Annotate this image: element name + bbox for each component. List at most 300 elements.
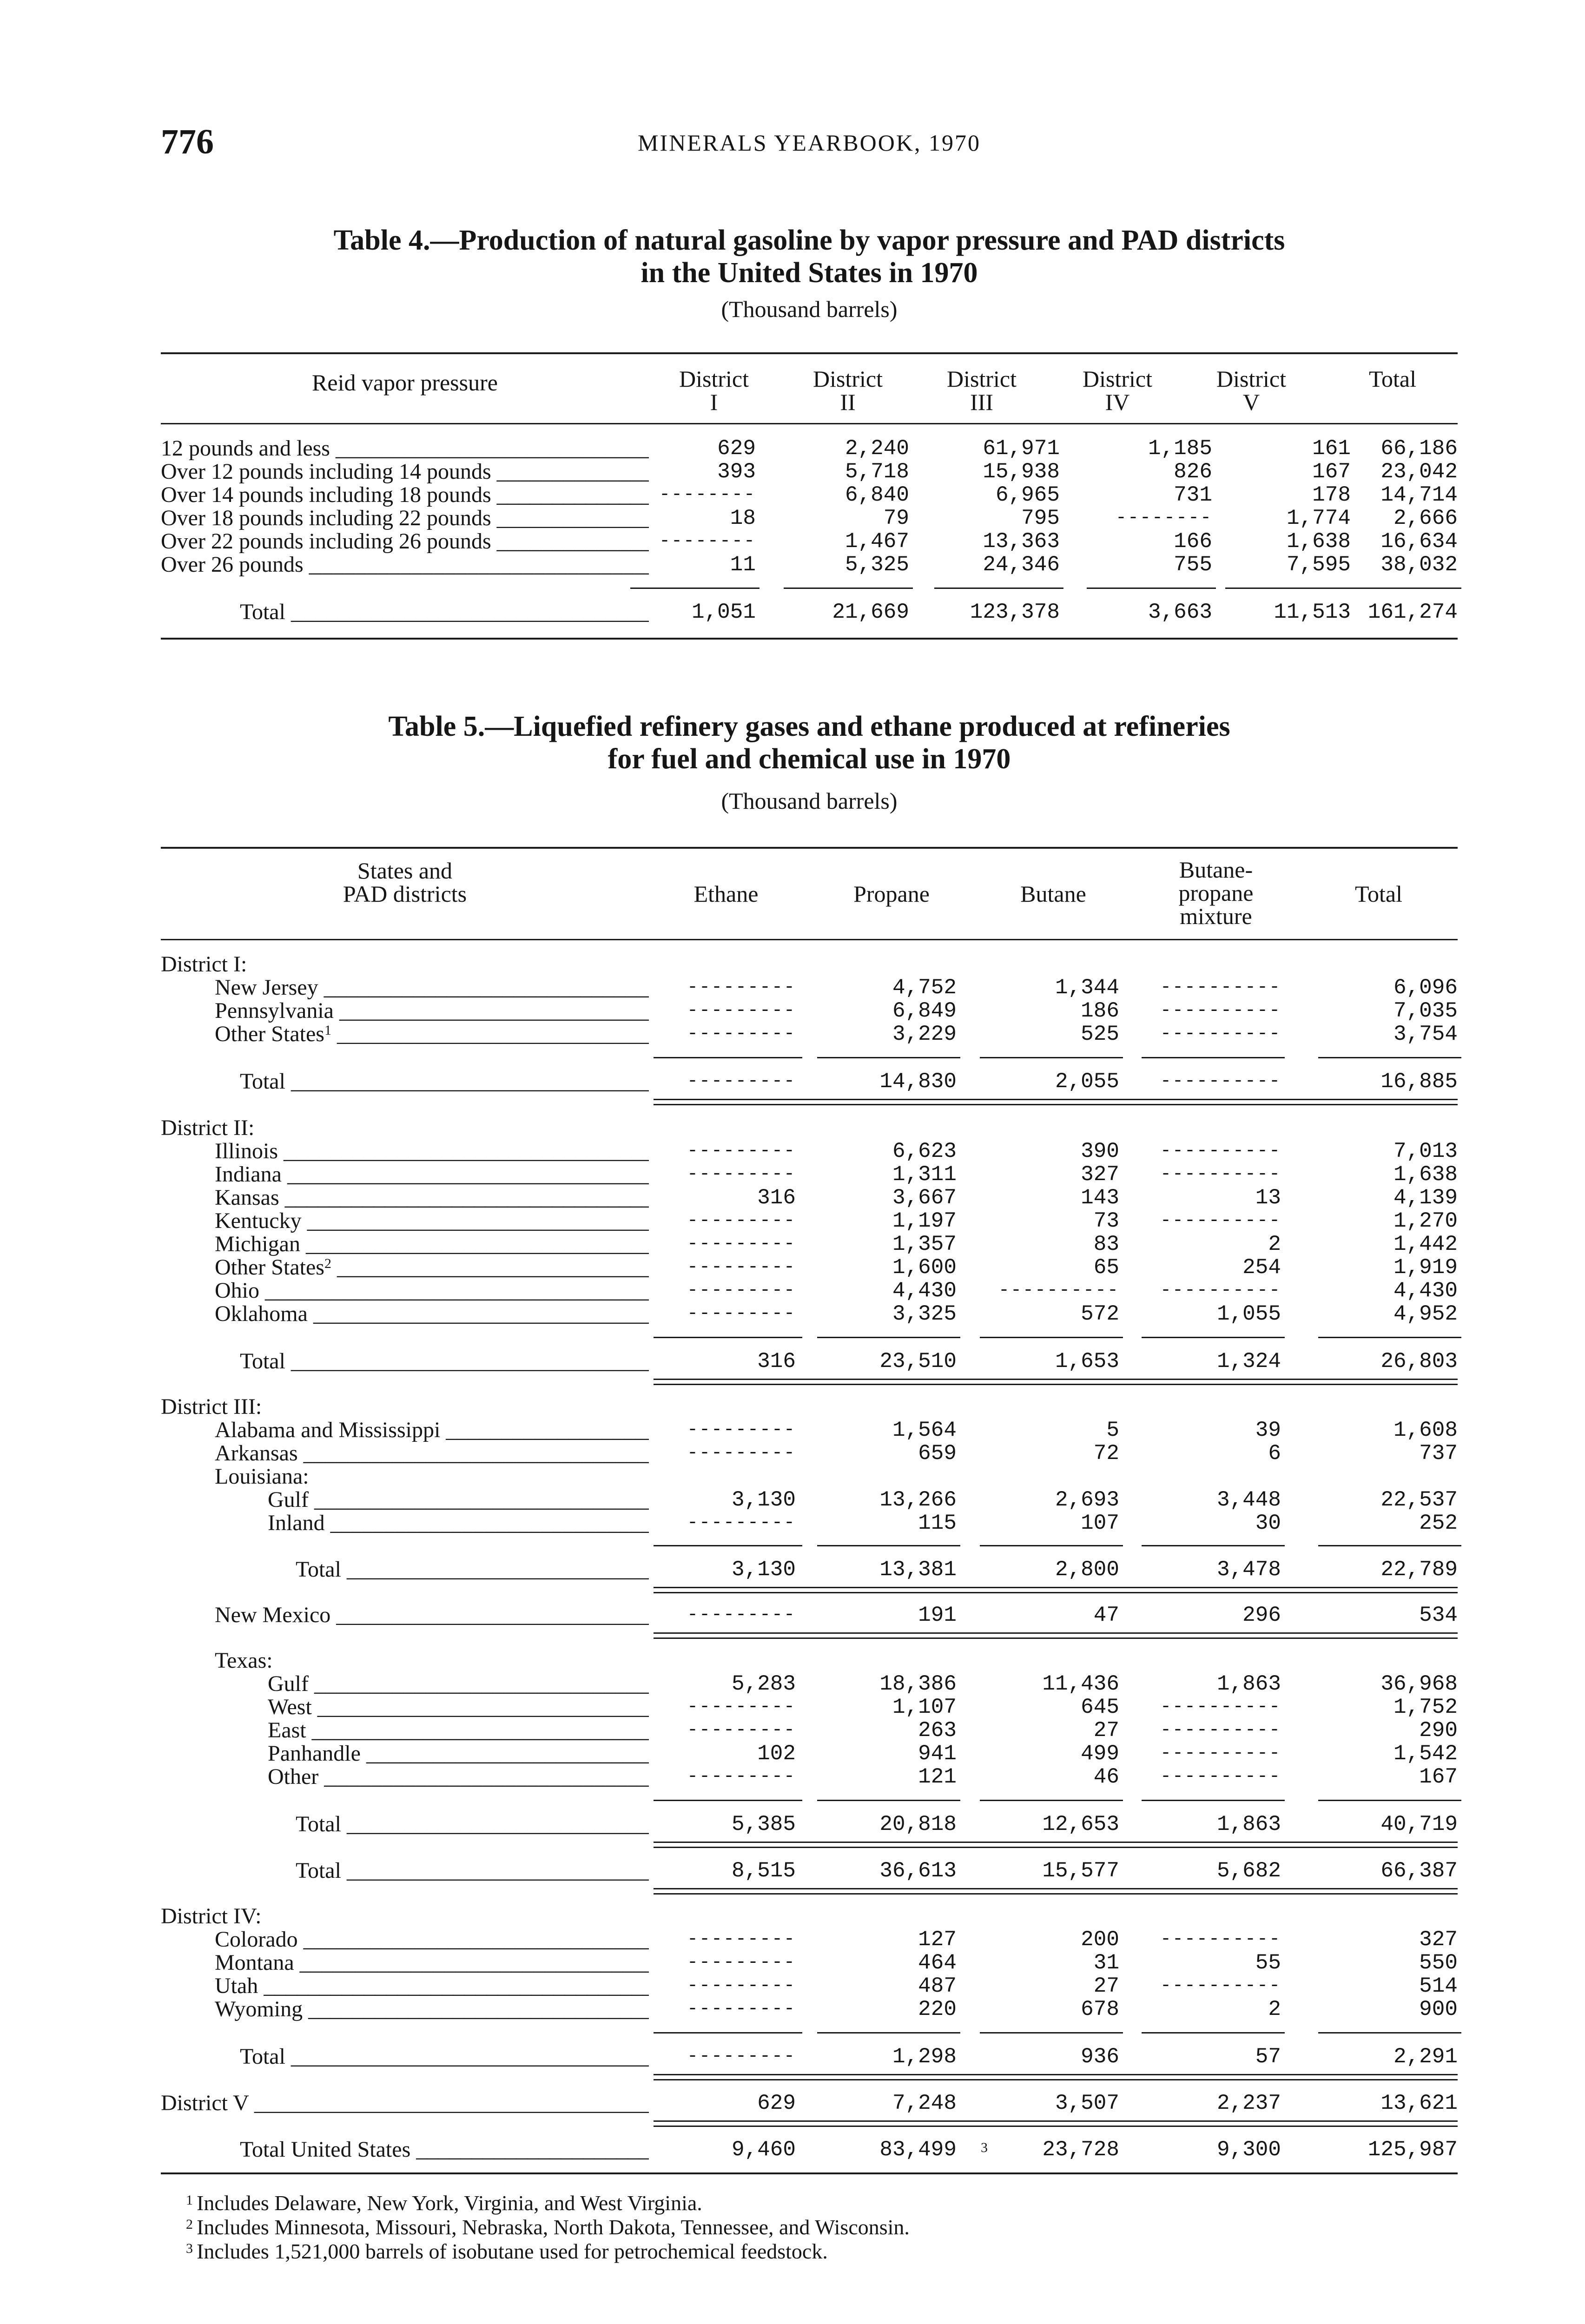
table5-row-label: Indiana _____ bbox=[215, 1163, 649, 1186]
table4-bottom-rule bbox=[161, 638, 1458, 640]
table5-bottom-rule bbox=[161, 2172, 1458, 2174]
table5-cell: 121 bbox=[918, 1765, 957, 1789]
table5-row-label: Total _____ bbox=[296, 1813, 649, 1836]
table4-col-header-1-line2: I bbox=[710, 389, 718, 415]
table5-row-label: Pennsylvania _____ bbox=[215, 999, 649, 1023]
table5-cell: 5,283 bbox=[731, 1672, 796, 1696]
table5-cell: 499 bbox=[1081, 1742, 1119, 1766]
footnote-2: $^2$ Includes Minnesota, Missouri, Nebraska, North Dakota, Tennessee, and Wisconsin. bbox=[186, 2215, 910, 2239]
table5-cell: 1,197 bbox=[892, 1209, 957, 1233]
table4-cell: 1,638 bbox=[1286, 529, 1351, 554]
table4-row-label: Over 18 pounds including 22 pounds _____ bbox=[161, 507, 649, 530]
table4-total-cell: 1,051 bbox=[691, 600, 756, 624]
table5-double-rule bbox=[654, 2120, 1458, 2127]
table4-cell: -------- bbox=[1115, 508, 1212, 528]
table4-top-rule bbox=[161, 352, 1458, 354]
table5-cell: --------- bbox=[687, 1512, 796, 1533]
table5-row-label: Other States$^2$ _____ bbox=[215, 1256, 649, 1279]
table5-cell: 4,430 bbox=[1393, 1279, 1458, 1303]
table5-subtotal-rule bbox=[1142, 1057, 1285, 1058]
table5-cell: --------- bbox=[687, 1210, 796, 1231]
table5-cell: --------- bbox=[687, 1234, 796, 1254]
table5-cell: 39 bbox=[1255, 1418, 1281, 1442]
table5-col-total: Total bbox=[1354, 881, 1403, 907]
table5-row-label: Other _____ bbox=[268, 1765, 649, 1789]
table5-cell: --------- bbox=[687, 1257, 796, 1278]
table5-cell: 3,325 bbox=[892, 1302, 957, 1326]
table5-cell: 14,830 bbox=[879, 1070, 957, 1094]
table4-cell: -------- bbox=[659, 531, 756, 552]
table5-cell: 125,987 bbox=[1367, 2138, 1458, 2162]
table4-cell: 161 bbox=[1312, 436, 1351, 461]
table5-cell: 9,300 bbox=[1216, 2138, 1281, 2162]
table5-cell: --------- bbox=[687, 1975, 796, 1996]
table5-cell: ---------- bbox=[1160, 977, 1281, 998]
table5-cell: 550 bbox=[1419, 1951, 1458, 1975]
table5-col-mixture-line1: Butane- bbox=[1179, 857, 1253, 883]
table5-cell: 107 bbox=[1081, 1511, 1119, 1535]
table5-subtotal-rule bbox=[654, 1337, 802, 1338]
table5-cell: 252 bbox=[1419, 1511, 1458, 1535]
table5-cell: 659 bbox=[918, 1441, 957, 1466]
footnote-3: $^3$ Includes 1,521,000 barrels of isobutane used for petrochemical feedstock. bbox=[186, 2239, 828, 2263]
table5-title-line1: Table 5.—Liquefied refinery gases and ethane produced at refineries bbox=[388, 711, 1230, 742]
table5-cell: 3,667 bbox=[892, 1186, 957, 1210]
table5-row-label: Total _____ bbox=[296, 1558, 649, 1581]
table4-cell: 795 bbox=[1021, 506, 1060, 530]
table4-cell: 731 bbox=[1174, 483, 1212, 507]
table5-cell: ---------- bbox=[1160, 1975, 1281, 1996]
table5-cell: 27 bbox=[1093, 1718, 1119, 1743]
table5-cell: 316 bbox=[757, 1349, 796, 1373]
table4-col-header-3-line2: III bbox=[970, 389, 993, 415]
table5-cell: 1,298 bbox=[892, 2045, 957, 2069]
table5-cell: 46 bbox=[1093, 1765, 1119, 1789]
table5-cell: 22,789 bbox=[1380, 1558, 1458, 1582]
table5-cell: --------- bbox=[687, 977, 796, 998]
table5-row-label: Other States$^1$ _____ bbox=[215, 1023, 649, 1046]
table4-total-rule bbox=[784, 588, 913, 589]
table5-row-label: New Mexico _____ bbox=[215, 1604, 649, 1627]
table5-cell: 27 bbox=[1093, 1974, 1119, 1998]
table5-cell: 36,613 bbox=[879, 1859, 957, 1883]
table5-cell: 1,863 bbox=[1216, 1672, 1281, 1696]
table5-cell: 3,229 bbox=[892, 1022, 957, 1046]
table5-cell: ---------- bbox=[1160, 1210, 1281, 1231]
table5-stub-header-line1: States and bbox=[357, 858, 453, 884]
table5-cell: 1,752 bbox=[1393, 1695, 1458, 1719]
table4-cell: 629 bbox=[717, 436, 756, 461]
table5-cell: 290 bbox=[1419, 1718, 1458, 1743]
table4-col-header-2-line1: District bbox=[813, 366, 883, 392]
table4-cell: 61,971 bbox=[983, 436, 1060, 461]
table5-cell: --------- bbox=[687, 1071, 796, 1092]
table5-subtotal-rule bbox=[980, 1545, 1123, 1546]
table5-cell: ---------- bbox=[1160, 1141, 1281, 1162]
table5-cell: ---------- bbox=[1160, 1023, 1281, 1044]
table5-subtotal-rule bbox=[654, 1057, 802, 1058]
table5-subtotal-rule bbox=[1318, 2032, 1461, 2034]
table4-cell: 15,938 bbox=[983, 460, 1060, 484]
table4-cell: 6,965 bbox=[995, 483, 1060, 507]
table5-row-label: West _____ bbox=[268, 1696, 649, 1719]
table5-cell: 1,919 bbox=[1393, 1255, 1458, 1280]
table5-cell: 327 bbox=[1419, 1928, 1458, 1952]
table5-cell: 316 bbox=[757, 1186, 796, 1210]
table4-total-cell: 11,513 bbox=[1274, 600, 1351, 624]
table5-units: (Thousand barrels) bbox=[721, 788, 898, 814]
table4-row-label: Over 14 pounds including 18 pounds _____ bbox=[161, 483, 649, 507]
table5-top-rule bbox=[161, 847, 1458, 849]
table4-cell: 23,042 bbox=[1380, 460, 1458, 484]
table5-cell: 327 bbox=[1081, 1162, 1119, 1187]
table4-total-rule bbox=[1087, 588, 1216, 589]
table4 bbox=[161, 352, 1458, 654]
table5-cell: 3,448 bbox=[1216, 1488, 1281, 1512]
table4-total-label: Total _____ bbox=[240, 601, 649, 624]
table5-cell: 645 bbox=[1081, 1695, 1119, 1719]
table5-subtotal-rule bbox=[817, 2032, 960, 2034]
table5-cell: 5,682 bbox=[1216, 1859, 1281, 1883]
table5-cell: 220 bbox=[918, 1997, 957, 2021]
table4-col-header-4-line1: District bbox=[1083, 366, 1152, 392]
table4-cell: 1,774 bbox=[1286, 506, 1351, 530]
table5-cell: 4,952 bbox=[1393, 1302, 1458, 1326]
table5-cell: 629 bbox=[757, 2091, 796, 2115]
table5-subtotal-rule bbox=[980, 1337, 1123, 1338]
table4-row-label: Over 26 pounds _____ bbox=[161, 553, 649, 576]
table5-cell: 2,800 bbox=[1055, 1558, 1119, 1582]
table5-cell: 1,638 bbox=[1393, 1162, 1458, 1187]
table4-stub-header: Reid vapor pressure bbox=[312, 370, 498, 396]
table5-cell: 2,693 bbox=[1055, 1488, 1119, 1512]
table5-subtotal-rule bbox=[817, 1337, 960, 1338]
table5-row-label: Gulf _____ bbox=[268, 1672, 649, 1696]
table5-row-label: Texas: bbox=[215, 1648, 273, 1673]
table5-cell: 941 bbox=[918, 1742, 957, 1766]
table4-cell: 166 bbox=[1174, 529, 1212, 554]
table4-cell: 13,363 bbox=[983, 529, 1060, 554]
table5-cell: 36,968 bbox=[1380, 1672, 1458, 1696]
table5-cell: 254 bbox=[1242, 1255, 1281, 1280]
table5-row-label: Illinois _____ bbox=[215, 1140, 649, 1163]
table5-row-label: Inland _____ bbox=[268, 1512, 649, 1535]
table5-cell: 13 bbox=[1255, 1186, 1281, 1210]
table5-cell: 1,542 bbox=[1393, 1742, 1458, 1766]
table5-subtotal-rule bbox=[1318, 1800, 1461, 1801]
table5-cell: ---------- bbox=[1160, 1697, 1281, 1717]
table5-cell: 678 bbox=[1081, 1997, 1119, 2021]
table5-cell: 3,507 bbox=[1055, 2091, 1119, 2115]
table5-cell: 57 bbox=[1255, 2045, 1281, 2069]
table5-cell: 525 bbox=[1081, 1022, 1119, 1046]
table4-row-label: Over 22 pounds including 26 pounds _____ bbox=[161, 530, 649, 553]
table5-cell: 5,385 bbox=[731, 1812, 796, 1836]
table5-cell: 7,248 bbox=[892, 2091, 957, 2115]
table5-cell: 13,381 bbox=[879, 1558, 957, 1582]
table5-cell: ---------- bbox=[1160, 1071, 1281, 1092]
table5-subtotal-rule bbox=[980, 1057, 1123, 1058]
table5-cell: 737 bbox=[1419, 1441, 1458, 1466]
table5-stub-header-line2: PAD districts bbox=[343, 881, 467, 907]
table5-subtotal-rule bbox=[817, 1545, 960, 1546]
table5-cell: 9,460 bbox=[731, 2138, 796, 2162]
table4-cell: 5,325 bbox=[845, 553, 909, 577]
table5-subtotal-rule bbox=[654, 2032, 802, 2034]
table5-subtotal-rule bbox=[1142, 1337, 1285, 1338]
table5-cell: 4,752 bbox=[892, 976, 957, 1000]
table5-row-label: Utah _____ bbox=[215, 1974, 649, 1998]
table5-cell: 3,130 bbox=[731, 1558, 796, 1582]
table4-cell: 24,346 bbox=[983, 553, 1060, 577]
table5-row-label: Total _____ bbox=[296, 1859, 649, 1882]
table5-cell: ---------- bbox=[1160, 1280, 1281, 1301]
table5-cell: 20,818 bbox=[879, 1812, 957, 1836]
table5-cell: 102 bbox=[757, 1742, 796, 1766]
table4-cell: -------- bbox=[659, 484, 756, 505]
page-header bbox=[161, 122, 1458, 173]
table4-header-rule bbox=[161, 423, 1458, 424]
table5-cell: 186 bbox=[1081, 999, 1119, 1023]
table5-subtotal-rule bbox=[817, 1057, 960, 1058]
table5-cell: 1,357 bbox=[892, 1232, 957, 1256]
table5-row-label: Kansas _____ bbox=[215, 1186, 649, 1209]
page-number: 776 bbox=[161, 122, 214, 161]
table5-cell: --------- bbox=[687, 1952, 796, 1973]
table5-cell: 514 bbox=[1419, 1974, 1458, 1998]
table4-cell: 2,240 bbox=[845, 436, 909, 461]
table5-cell: --------- bbox=[687, 1929, 796, 1950]
table5-cell: 127 bbox=[918, 1928, 957, 1952]
table5-subtotal-rule bbox=[817, 1800, 960, 1801]
table5-cell: --------- bbox=[687, 1999, 796, 2020]
table5-cell: 143 bbox=[1081, 1186, 1119, 1210]
table5-title-line2: for fuel and chemical use in 1970 bbox=[608, 743, 1011, 775]
table4-cell: 5,718 bbox=[845, 460, 909, 484]
table5-double-rule bbox=[654, 1842, 1458, 1848]
table5-row-label: East _____ bbox=[268, 1719, 649, 1742]
table5-col-ethane: Ethane bbox=[693, 881, 759, 907]
footnote-ref-1: 1 bbox=[324, 1023, 331, 1038]
table5-row-label: Total United States _____ bbox=[240, 2138, 649, 2161]
table5-row-label: Wyoming _____ bbox=[215, 1998, 649, 2021]
table4-col-header-5-line1: District bbox=[1216, 366, 1286, 392]
table5-row-label: District IV: bbox=[161, 1904, 262, 1928]
table5-cell: 487 bbox=[918, 1974, 957, 1998]
table5-cell: --------- bbox=[687, 1720, 796, 1741]
table5-cell: 12,653 bbox=[1042, 1812, 1119, 1836]
table5-subtotal-rule bbox=[1318, 1337, 1461, 1338]
table5-cell: 83,499 bbox=[879, 2138, 957, 2162]
table5-row-label: Total _____ bbox=[240, 1070, 649, 1093]
table4-cell: 79 bbox=[883, 506, 909, 530]
table5-cell: 3,478 bbox=[1216, 1558, 1281, 1582]
table5-cell: 26,803 bbox=[1380, 1349, 1458, 1373]
table5-cell: 1,442 bbox=[1393, 1232, 1458, 1256]
table5-cell: 2,055 bbox=[1055, 1070, 1119, 1094]
table5-col-propane: Propane bbox=[853, 881, 930, 907]
table5 bbox=[161, 847, 1458, 2195]
table5-cell: 191 bbox=[918, 1603, 957, 1627]
table4-total-cell: 123,378 bbox=[970, 600, 1060, 624]
table5-row-label: Louisiana: bbox=[215, 1464, 309, 1489]
table5-cell: 1,564 bbox=[892, 1418, 957, 1442]
table5-cell: --------- bbox=[687, 1141, 796, 1162]
table5-cell: 5 bbox=[1106, 1418, 1119, 1442]
table5-cell: ---------- bbox=[1160, 1766, 1281, 1787]
table5-row-label: Arkansas _____ bbox=[215, 1442, 649, 1465]
table5-row-label: Montana _____ bbox=[215, 1951, 649, 1974]
table5-header-rule bbox=[161, 939, 1458, 940]
table5-cell: 6,096 bbox=[1393, 976, 1458, 1000]
table5-cell: 40,719 bbox=[1380, 1812, 1458, 1836]
table5-cell: ---------- bbox=[1160, 1743, 1281, 1764]
table5-subtotal-rule bbox=[1142, 2032, 1285, 2034]
table5-cell: 167 bbox=[1419, 1765, 1458, 1789]
table5-cell: 572 bbox=[1081, 1302, 1119, 1326]
table5-row-label: New Jersey _____ bbox=[215, 976, 649, 999]
table5-subtotal-rule bbox=[980, 1800, 1123, 1801]
table5-cell: --------- bbox=[687, 1766, 796, 1787]
table4-cell: 826 bbox=[1174, 460, 1212, 484]
table5-cell: 31 bbox=[1093, 1951, 1119, 1975]
table5-cell: --------- bbox=[687, 2046, 796, 2067]
table5-double-rule bbox=[654, 1888, 1458, 1895]
table5-cell: 1,608 bbox=[1393, 1418, 1458, 1442]
table4-col-header-4-line2: IV bbox=[1105, 389, 1130, 415]
table4-cell: 755 bbox=[1174, 553, 1212, 577]
table5-cell: 534 bbox=[1419, 1603, 1458, 1627]
table4-cell: 6,840 bbox=[845, 483, 909, 507]
table5-cell: --------- bbox=[687, 1164, 796, 1185]
table5-cell: 7,035 bbox=[1393, 999, 1458, 1023]
table4-col-header-1-line1: District bbox=[679, 366, 749, 392]
table4-title-line2: in the United States in 1970 bbox=[641, 257, 978, 289]
table5-cell: 66,387 bbox=[1380, 1859, 1458, 1883]
table5-cell: 2 bbox=[1268, 1232, 1281, 1256]
table5-cell: ---------- bbox=[1160, 1720, 1281, 1741]
table4-col-header-2-line2: II bbox=[840, 389, 856, 415]
table5-cell: 8,515 bbox=[731, 1859, 796, 1883]
table5-subtotal-rule bbox=[654, 1545, 802, 1546]
table5-cell: ---------- bbox=[998, 1280, 1119, 1301]
table4-total-rule bbox=[630, 588, 759, 589]
table4-cell: 7,595 bbox=[1286, 553, 1351, 577]
table5-cell: 22,537 bbox=[1380, 1488, 1458, 1512]
table5-row-label: Panhandle _____ bbox=[268, 1742, 649, 1765]
table4-cell: 18 bbox=[730, 506, 756, 530]
table5-row-label: Oklahoma _____ bbox=[215, 1302, 649, 1326]
table4-cell: 14,714 bbox=[1380, 483, 1458, 507]
table5-double-rule bbox=[654, 1632, 1458, 1639]
table5-cell: 65 bbox=[1093, 1255, 1119, 1280]
table5-cell: 390 bbox=[1081, 1139, 1119, 1163]
table5-col-mixture-line2: propane bbox=[1178, 880, 1254, 906]
table5-cell: 2,237 bbox=[1216, 2091, 1281, 2115]
table5-cell: ---------- bbox=[1160, 1000, 1281, 1021]
table5-cell: ---------- bbox=[1160, 1929, 1281, 1950]
table5-cell: 18,386 bbox=[879, 1672, 957, 1696]
table5-cell: 263 bbox=[918, 1718, 957, 1743]
table5-double-rule bbox=[654, 2074, 1458, 2080]
table4-col-header-3-line1: District bbox=[947, 366, 1017, 392]
table4-title-line1: Table 4.—Production of natural gasoline by vapor pressure and PAD districts bbox=[333, 224, 1285, 256]
running-title: MINERALS YEARBOOK, 1970 bbox=[638, 130, 981, 156]
table5-row-label: Gulf _____ bbox=[268, 1488, 649, 1512]
table5-row-label: Total _____ bbox=[240, 2045, 649, 2068]
table5-cell: 4,430 bbox=[892, 1279, 957, 1303]
table5-cell: 936 bbox=[1081, 2045, 1119, 2069]
table4-cell: 38,032 bbox=[1380, 553, 1458, 577]
table4-cell: 167 bbox=[1312, 460, 1351, 484]
table4-col-header-6-line1: Total bbox=[1368, 366, 1417, 392]
table5-cell: 23,728 bbox=[1042, 2138, 1119, 2162]
footnote-1: $^1$ Includes Delaware, New York, Virginia, and West Virginia. bbox=[186, 2191, 702, 2215]
table4-cell: 1,185 bbox=[1148, 436, 1212, 461]
table5-row-label: Alabama and Mississippi _____ bbox=[215, 1419, 649, 1442]
table5-cell: 900 bbox=[1419, 1997, 1458, 2021]
table5-cell: 16,885 bbox=[1380, 1070, 1458, 1094]
table4-cell: 16,634 bbox=[1380, 529, 1458, 554]
table5-row-label: District V _____ bbox=[161, 2092, 649, 2115]
table5-cell: 1,311 bbox=[892, 1162, 957, 1187]
table5-cell: 1,863 bbox=[1216, 1812, 1281, 1836]
table5-cell: 1,324 bbox=[1216, 1349, 1281, 1373]
table5-double-rule bbox=[654, 1099, 1458, 1105]
table5-cell: 464 bbox=[918, 1951, 957, 1975]
table4-cell: 1,467 bbox=[845, 529, 909, 554]
table5-cell: 55 bbox=[1255, 1951, 1281, 1975]
table5-subtotal-rule bbox=[1318, 1057, 1461, 1058]
table5-cell: --------- bbox=[687, 1604, 796, 1625]
table5-row-label: District I: bbox=[161, 952, 247, 977]
table5-cell: 1,270 bbox=[1393, 1209, 1458, 1233]
table5-subtotal-rule bbox=[1142, 1545, 1285, 1546]
table5-cell: 13,266 bbox=[879, 1488, 957, 1512]
table5-cell: 1,107 bbox=[892, 1695, 957, 1719]
table5-cell: 13,621 bbox=[1380, 2091, 1458, 2115]
table5-cell: 2,291 bbox=[1393, 2045, 1458, 2069]
table5-cell: 3,130 bbox=[731, 1488, 796, 1512]
table5-cell: 296 bbox=[1242, 1603, 1281, 1627]
table5-cell: 83 bbox=[1093, 1232, 1119, 1256]
table5-cell: 3,754 bbox=[1393, 1022, 1458, 1046]
table5-col-mixture-line3: mixture bbox=[1180, 903, 1252, 929]
table4-total-rule bbox=[1332, 588, 1461, 589]
table5-subtotal-rule bbox=[1318, 1545, 1461, 1546]
table5-cell: --------- bbox=[687, 1303, 796, 1324]
table5-cell: --------- bbox=[687, 1000, 796, 1021]
table5-cell: 47 bbox=[1093, 1603, 1119, 1627]
table5-cell: 1,055 bbox=[1216, 1302, 1281, 1326]
footnote-ref-3: 3 bbox=[981, 2140, 988, 2155]
table5-row-label: District II: bbox=[161, 1116, 255, 1140]
table5-cell: 1,653 bbox=[1055, 1349, 1119, 1373]
table4-cell: 393 bbox=[717, 460, 756, 484]
table5-subtotal-rule bbox=[980, 2032, 1123, 2034]
table5-row-label: Colorado _____ bbox=[215, 1928, 649, 1951]
table4-cell: 11 bbox=[730, 553, 756, 577]
table5-cell: 6,623 bbox=[892, 1139, 957, 1163]
table5-cell: 200 bbox=[1081, 1928, 1119, 1952]
table5-row-label: Total _____ bbox=[240, 1350, 649, 1373]
table5-cell: --------- bbox=[687, 1280, 796, 1301]
table5-cell: 4,139 bbox=[1393, 1186, 1458, 1210]
table5-double-rule bbox=[654, 1587, 1458, 1593]
table4-total-cell: 161,274 bbox=[1367, 600, 1458, 624]
table4-total-cell: 21,669 bbox=[832, 600, 909, 624]
table5-subtotal-rule bbox=[654, 1800, 802, 1801]
